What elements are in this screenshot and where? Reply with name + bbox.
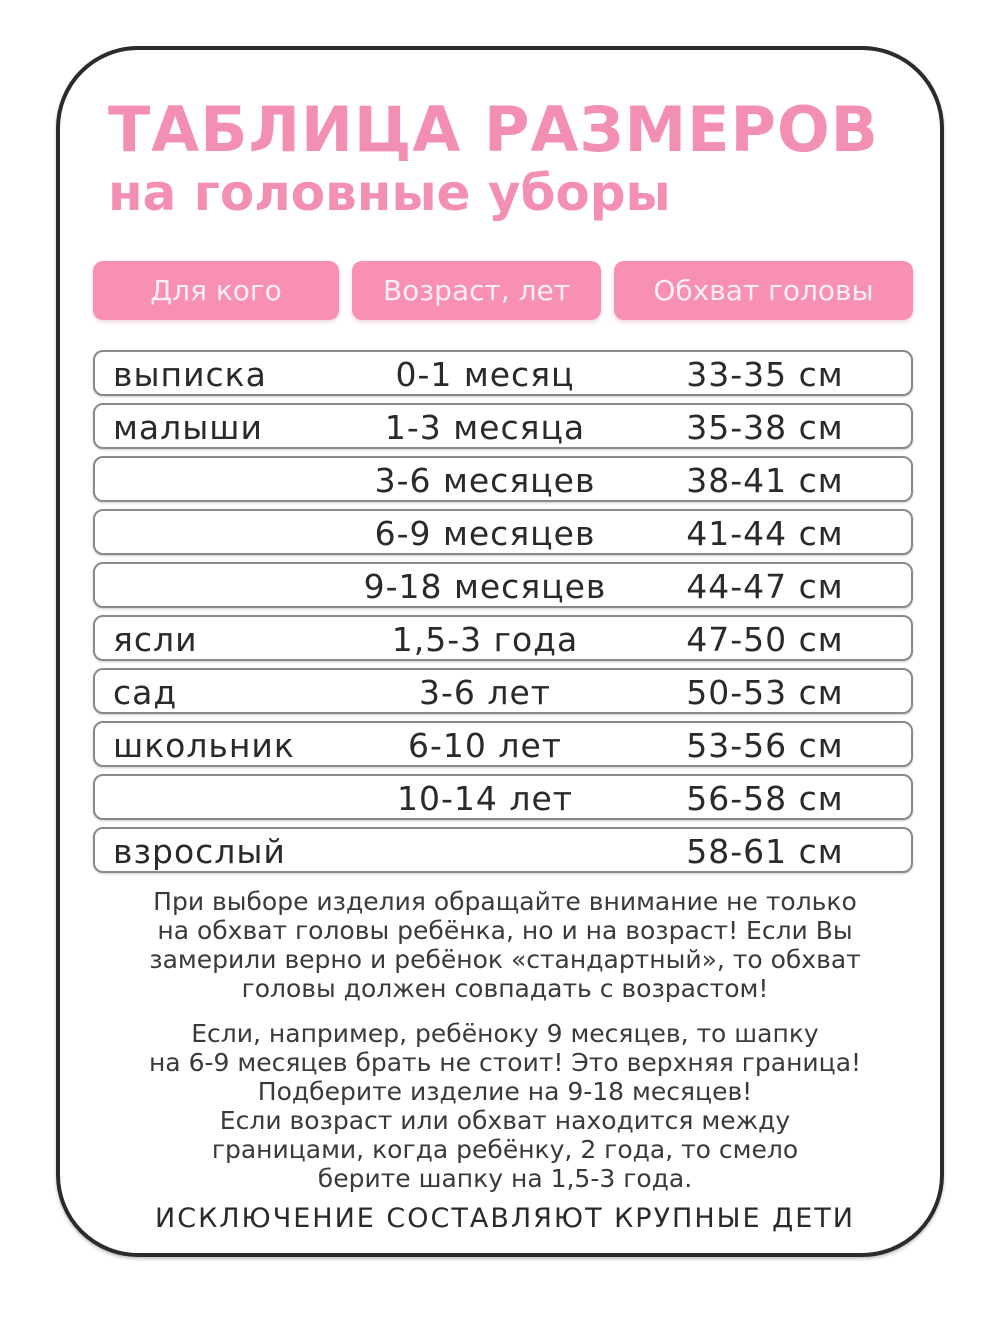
- cell-head: 47-50 см: [686, 620, 844, 659]
- advice-paragraph-2: [90, 1019, 920, 1193]
- cell-who: взрослый: [113, 832, 286, 871]
- table-row: [93, 350, 913, 396]
- table-row: [93, 456, 913, 502]
- table-row: [93, 509, 913, 555]
- cell-age: 6-10 лет: [407, 726, 562, 765]
- advice-line: на обхват головы ребёнка, но и на возраст! Если Вы: [157, 916, 853, 945]
- cell-age: 10-14 лет: [397, 779, 573, 818]
- cell-age: 3-6 лет: [418, 673, 551, 712]
- table-row: [93, 403, 913, 449]
- table-row: [93, 827, 913, 873]
- cell-head: 33-35 см: [686, 355, 844, 394]
- column-header-head-circumference: Обхват головы: [614, 261, 913, 320]
- cell-who: малыши: [113, 408, 263, 447]
- table-row: [93, 721, 913, 767]
- exception-note: ИСКЛЮЧЕНИЕ СОСТАВЛЯЮТ КРУПНЫЕ ДЕТИ: [155, 1203, 855, 1234]
- advice-line: Если, например, ребёноку 9 месяцев, то шапку: [191, 1019, 819, 1048]
- table-row: [93, 562, 913, 608]
- cell-head: 53-56 см: [686, 726, 844, 765]
- cell-age: 0-1 месяц: [395, 355, 575, 394]
- advice-line: замерили верно и ребёнок «стандартный», то обхват: [149, 945, 861, 974]
- table-row: [93, 668, 913, 714]
- advice-line: берите шапку на 1,5-3 года.: [317, 1164, 693, 1193]
- cell-who: выписка: [113, 355, 267, 394]
- cell-who: ясли: [113, 620, 198, 659]
- column-header-who: Для кого: [93, 261, 339, 320]
- page-title: ТАБЛИЦА РАЗМЕРОВ: [108, 93, 879, 166]
- cell-who: школьник: [113, 726, 295, 765]
- cell-head: 50-53 см: [686, 673, 844, 712]
- cell-age: [335, 829, 635, 871]
- column-header-age: Возраст, лет: [352, 261, 601, 320]
- table-row: [93, 774, 913, 820]
- cell-age: 3-6 месяцев: [374, 461, 596, 500]
- cell-head: 58-61 см: [686, 832, 844, 871]
- advice-line: При выборе изделия обращайте внимание не только: [153, 887, 857, 916]
- cell-head: 41-44 см: [686, 514, 844, 553]
- cell-who: сад: [113, 673, 178, 712]
- cell-age: 1-3 месяца: [384, 408, 586, 447]
- cell-head: 38-41 см: [686, 461, 844, 500]
- advice-line: головы должен совпадать с возрастом!: [241, 974, 769, 1003]
- cell-head: 35-38 см: [686, 408, 844, 447]
- advice-line: границами, когда ребёнку, 2 года, то смело: [211, 1135, 799, 1164]
- advice-line: Подберите изделие на 9-18 месяцев!: [257, 1077, 753, 1106]
- cell-age: 9-18 месяцев: [363, 567, 607, 606]
- cell-head: 44-47 см: [686, 567, 844, 606]
- advice-paragraph-1: [90, 887, 920, 1003]
- advice-line: Если возраст или обхват находится между: [219, 1106, 791, 1135]
- page-subtitle: на головные уборы: [108, 164, 671, 222]
- table-row: [93, 615, 913, 661]
- cell-age: 1,5-3 года: [391, 620, 579, 659]
- advice-line: на 6-9 месяцев брать не стоит! Это верхняя граница!: [148, 1048, 862, 1077]
- cell-head: 56-58 см: [686, 779, 844, 818]
- cell-age: 6-9 месяцев: [374, 514, 596, 553]
